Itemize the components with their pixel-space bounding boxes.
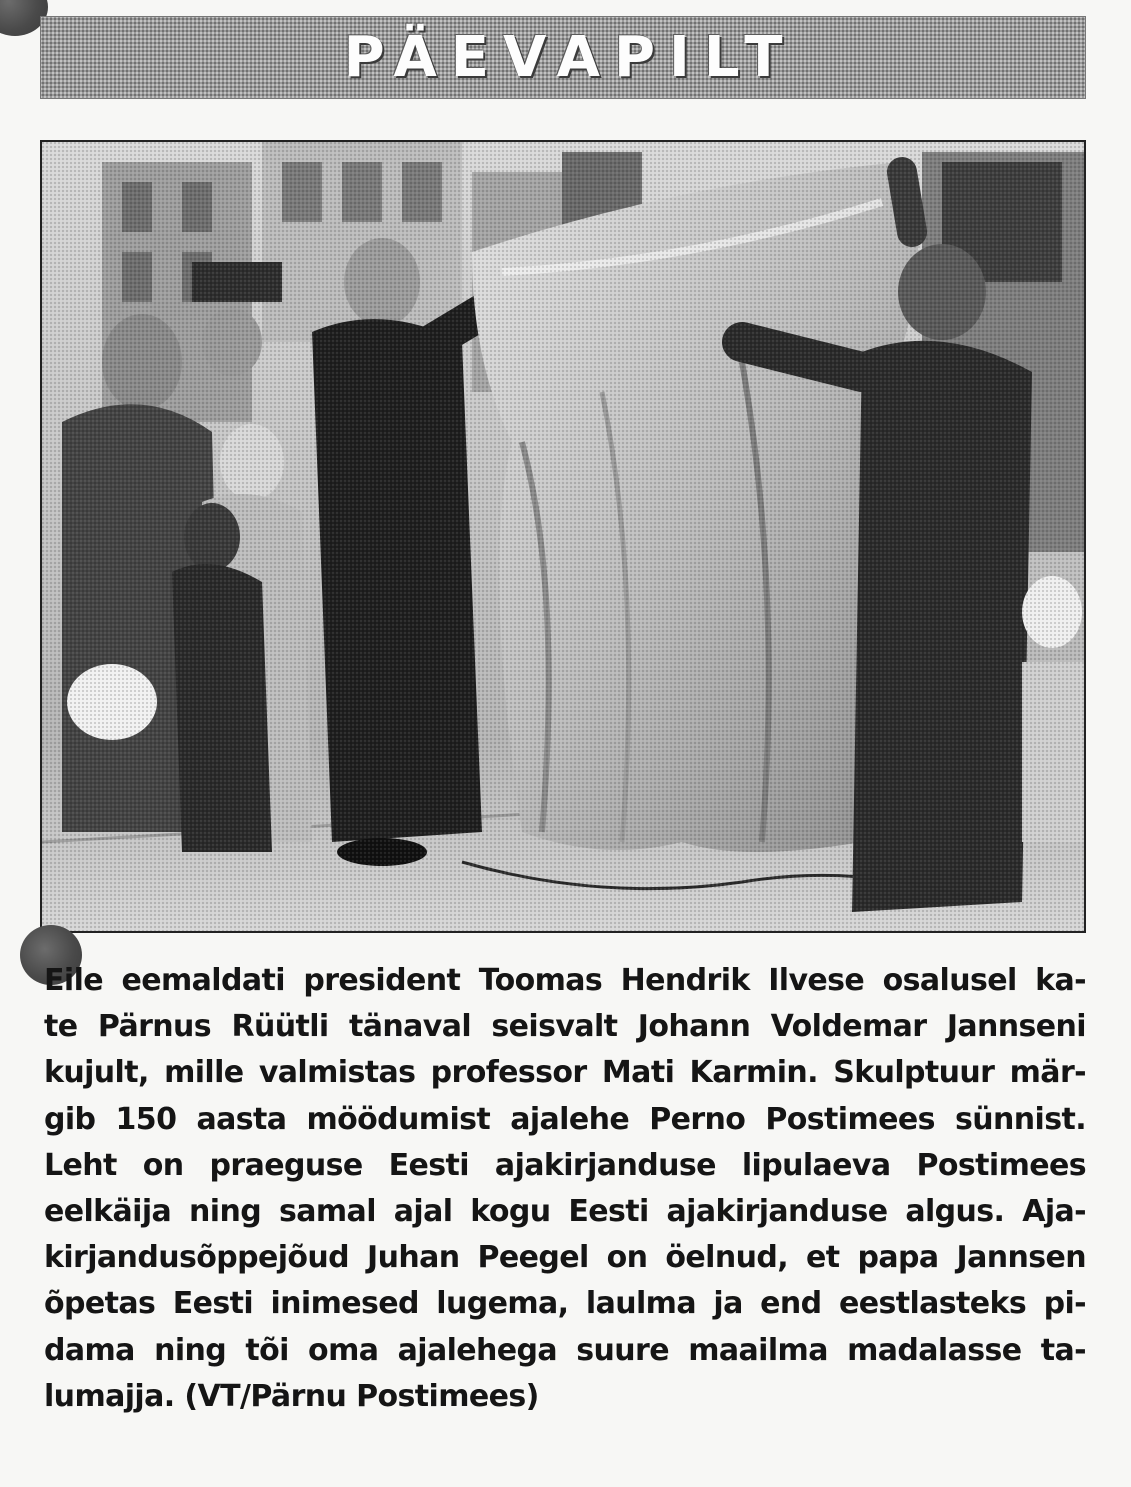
news-photo-illustration: [42, 142, 1084, 931]
caption-line: dama ning tõi oma ajalehega suure maailma madalasse ta-: [44, 1332, 1086, 1368]
news-photo: [40, 140, 1086, 933]
section-banner: [40, 16, 1086, 99]
caption-line: Eile eemaldati president Toomas Hendrik Ilvese osalusel ka-: [44, 963, 1086, 998]
caption-line: lumajja. (VT/Pärnu Postimees): [44, 1378, 539, 1414]
caption-line: Leht on praeguse Eesti ajakirjanduse lipulaeva Postimees: [44, 1147, 1086, 1183]
caption-line: kirjandusõppejõud Juhan Peegel on öelnud, et papa Jannsen: [44, 1240, 1086, 1276]
caption-line: õpetas Eesti inimesed lugema, laulma ja end eestlasteks pi-: [44, 1286, 1086, 1322]
caption-line: kujult, mille valmistas professor Mati Karmin. Skulptuur mär-: [44, 1055, 1086, 1091]
caption-line: eelkäija ning samal ajal kogu Eesti ajakirjanduse algus. Aja-: [44, 1194, 1086, 1230]
caption-line: gib 150 aasta möödumist ajalehe Perno Postimees sünnist.: [44, 1101, 1086, 1137]
photo-caption: [44, 958, 1086, 1420]
section-title: PÄEVAPILT: [343, 25, 797, 90]
caption-line: te Pärnus Rüütli tänaval seisvalt Johann Voldemar Jannseni: [44, 1009, 1086, 1045]
